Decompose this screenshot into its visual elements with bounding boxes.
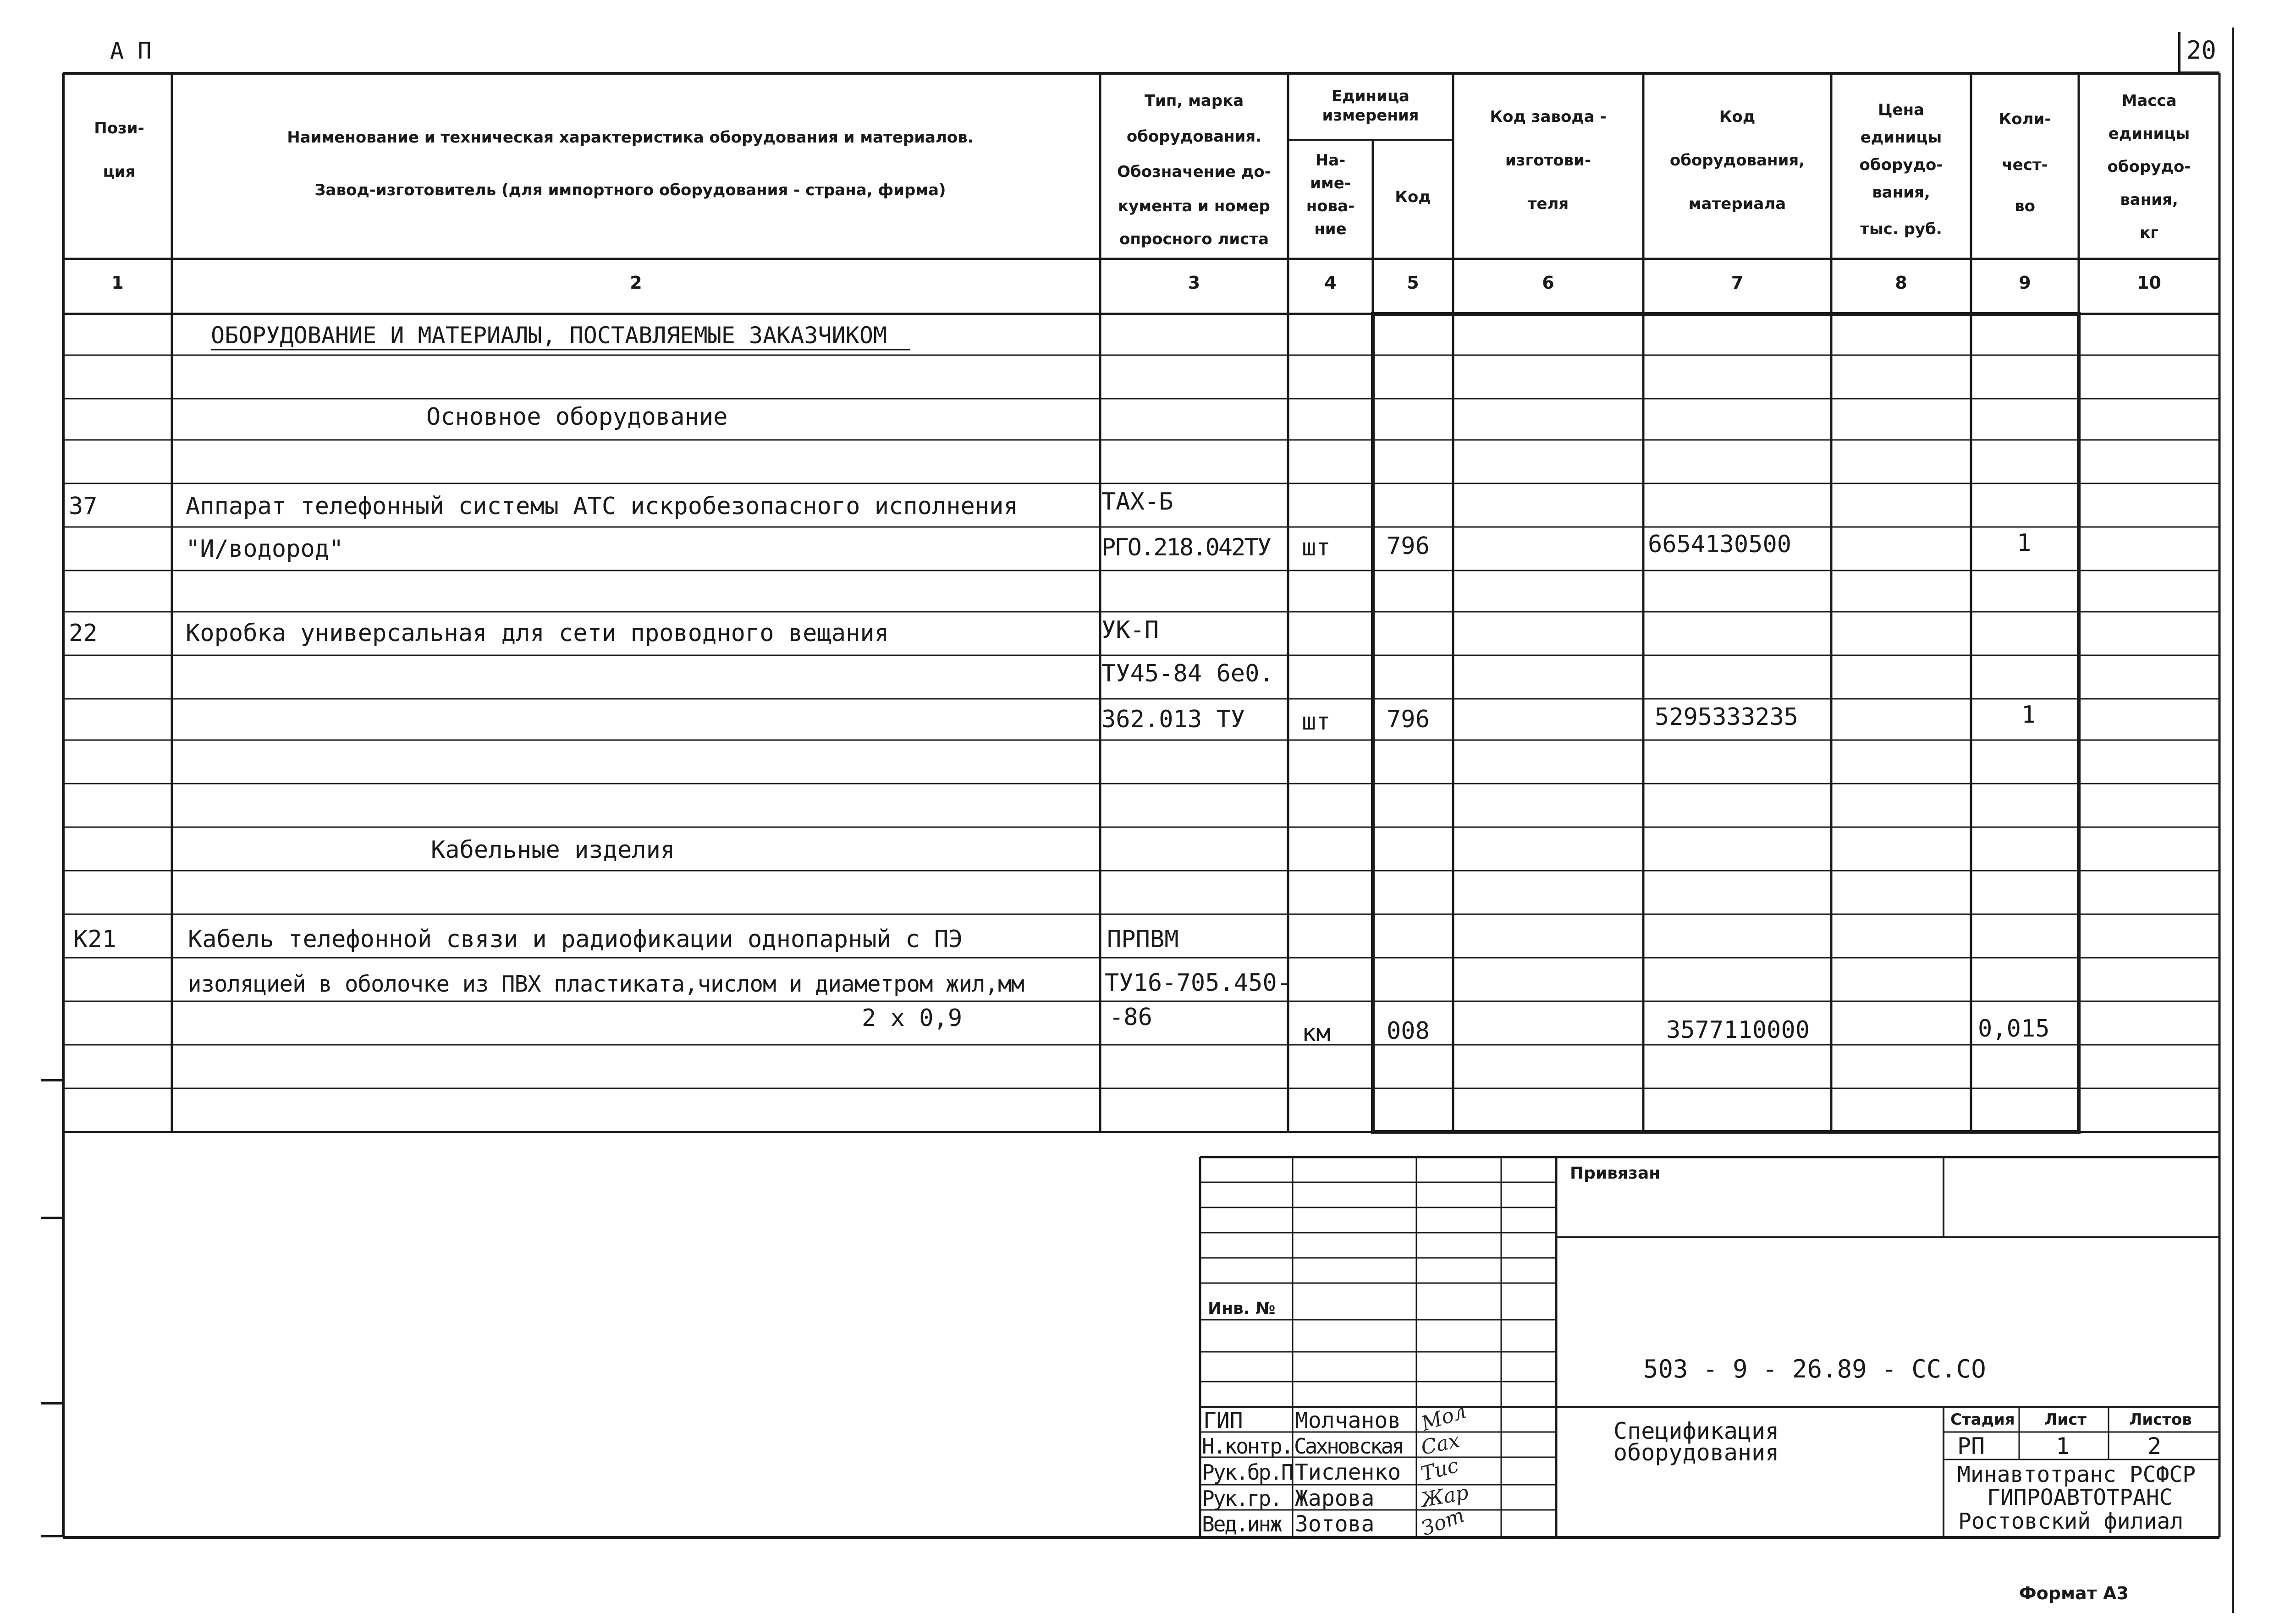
header-unit-code: Код — [1395, 188, 1431, 206]
signature-3: Тис — [1418, 1454, 1461, 1486]
header-mass-line4: вания, — [2120, 191, 2178, 209]
header-unit-name-line3: нова- — [1306, 197, 1355, 215]
sheets-label: Листов — [2129, 1410, 2192, 1429]
header-matcode-line3: материала — [1688, 195, 1786, 213]
role-brigade-lead: Рук.бр.П — [1202, 1460, 1293, 1485]
item3-quantity: 0,015 — [1978, 1015, 2050, 1042]
linked-label: Привязан — [1570, 1164, 1661, 1183]
role-group-lead: Рук.гр. — [1202, 1486, 1281, 1511]
item2-quantity: 1 — [2021, 701, 2036, 729]
header-unit-name-line4: ние — [1314, 220, 1347, 238]
header-unit-group-line1: Единица — [1332, 87, 1410, 105]
name-sakhnovskaya: Сахновская — [1294, 1434, 1403, 1459]
name-zharova: Жарова — [1295, 1486, 1375, 1511]
item1-material-code: 6654130500 — [1648, 531, 1792, 558]
item1-name-line2: "И/водород" — [186, 535, 344, 563]
header-matcode-line2: оборудования, — [1669, 151, 1805, 170]
header-qty-line2: чест- — [2002, 156, 2048, 174]
item1-type-line2: РГО.218.042ТУ — [1101, 534, 1270, 561]
corner-mark: А П — [110, 38, 152, 64]
subsection-cable-products: Кабельные изделия — [431, 836, 675, 864]
header-type-line4: кумента и номер — [1118, 197, 1270, 215]
subsection-main-equipment: Основное оборудование — [426, 403, 728, 431]
header-price-line4: вания, — [1872, 183, 1930, 202]
item3-unit-code: 008 — [1387, 1017, 1430, 1045]
header-price-line3: оборудо- — [1859, 156, 1943, 174]
signature-4: Жар — [1419, 1481, 1470, 1512]
header-mass-line2: единицы — [2108, 125, 2190, 143]
header-mass-line1: Масса — [2121, 92, 2177, 110]
stage-label: Стадия — [1950, 1410, 2015, 1429]
header-type-line3: Обозначение до- — [1117, 163, 1271, 181]
header-plant-line3: теля — [1527, 195, 1569, 213]
colnum-4: 4 — [1324, 273, 1337, 293]
colnum-3: 3 — [1188, 273, 1200, 293]
header-position-line2: ция — [103, 163, 136, 181]
item3-name-line2: изоляцией в оболочке из ПВХ пластиката,числом и диаметром жил,мм — [188, 971, 1024, 997]
header-unit-group-line2: измерения — [1322, 106, 1419, 125]
signature-2: Сах — [1419, 1428, 1462, 1460]
item2-unit: шт — [1302, 708, 1331, 735]
colnum-7: 7 — [1731, 273, 1744, 293]
sheets-value: 2 — [2147, 1433, 2162, 1459]
header-name-line1: Наименование и техническая характеристика оборудования и материалов. — [287, 128, 974, 147]
sheet-value: 1 — [2056, 1433, 2070, 1459]
item3-material-code: 3577110000 — [1666, 1016, 1810, 1044]
section-title: ОБОРУДОВАНИЕ И МАТЕРИАЛЫ, ПОСТАВЛЯЕМЫЕ ЗАКАЗЧИКОМ — [211, 322, 887, 349]
header-mass-line5: кг — [2140, 224, 2158, 242]
item1-name-line1: Аппарат телефонный системы АТС искробезопасного исполнения — [186, 493, 1018, 520]
header-unit-name-line2: име- — [1310, 174, 1351, 192]
item3-type-line2: ТУ16-705.450- — [1105, 969, 1291, 997]
header-plant-line1: Код завода - — [1490, 108, 1607, 126]
item1-unit-code: 796 — [1387, 532, 1430, 560]
header-qty-line1: Коли- — [1999, 110, 2051, 128]
name-zotova: Зотова — [1295, 1511, 1375, 1537]
item2-unit-code: 796 — [1387, 706, 1430, 733]
header-position-line1: Пози- — [94, 119, 144, 137]
item1-quantity: 1 — [2017, 529, 2032, 557]
header-type-line2: оборудования. — [1126, 127, 1262, 146]
item3-name-line1: Кабель телефонной связи и радиофикации однопарный с ПЭ — [188, 926, 963, 953]
item2-type-line2: ТУ45-84 6е0. — [1101, 660, 1274, 687]
document-title-line2: оборудования — [1613, 1439, 1779, 1466]
item2-type-line3: 362.013 ТУ — [1101, 706, 1245, 733]
name-molchanov: Молчанов — [1295, 1408, 1401, 1433]
organization-line2: ГИПРОАВТОТРАНС — [1987, 1485, 2173, 1510]
item3-type-line3: -86 — [1109, 1004, 1152, 1031]
document-title-line1: Спецификация — [1613, 1418, 1779, 1444]
sheet-label: Лист — [2044, 1410, 2087, 1429]
document-code: 503 - 9 - 26.89 - СС.СО — [1643, 1355, 1986, 1383]
page-number: 20 — [2186, 36, 2217, 65]
name-tislenko: Тисленко — [1295, 1459, 1401, 1485]
item2-position: 22 — [69, 620, 98, 647]
inventory-number-label: Инв. № — [1208, 1299, 1276, 1318]
item3-position: К21 — [73, 926, 116, 953]
item2-material-code: 5295333235 — [1655, 703, 1799, 731]
item3-type-line1: ПРПВМ — [1107, 926, 1179, 953]
role-lead-engineer: Вед.инж — [1202, 1512, 1281, 1536]
header-type-line1: Тип, марка — [1144, 92, 1244, 110]
format-label: Формат А3 — [2019, 1583, 2129, 1603]
header-name-line2: Завод-изготовитель (для импортного оборудования - страна, фирма) — [314, 181, 946, 199]
item1-position: 37 — [69, 493, 98, 520]
item1-type-line1: ТАХ-Б — [1101, 488, 1173, 516]
item2-type-line1: УК-П — [1101, 616, 1159, 644]
organization-line3: Ростовский филиал — [1958, 1509, 2184, 1534]
role-norm-control: Н.контр. — [1202, 1434, 1293, 1459]
header-matcode-line1: Код — [1719, 108, 1756, 126]
colnum-5: 5 — [1407, 273, 1419, 293]
header-plant-line2: изготови- — [1505, 151, 1591, 170]
colnum-10: 10 — [2137, 273, 2161, 293]
header-qty-line3: во — [2015, 197, 2035, 215]
organization-line1: Минавтотранс РСФСР — [1957, 1462, 2196, 1487]
item3-name-line3: 2 х 0,9 — [862, 1004, 963, 1032]
signature-1: Мол — [1418, 1399, 1470, 1436]
header-mass-line3: оборудо- — [2107, 158, 2191, 176]
item3-unit: км — [1302, 1020, 1331, 1047]
colnum-8: 8 — [1895, 273, 1907, 293]
item2-name-line1: Коробка универсальная для сети проводного вещания — [186, 620, 889, 647]
header-price-line1: Цена — [1878, 101, 1925, 119]
role-chief-engineer: ГИП — [1203, 1408, 1243, 1433]
header-price-line5: тыс. руб. — [1860, 220, 1942, 238]
item1-unit: шт — [1302, 534, 1331, 561]
stage-value: РП — [1957, 1433, 1985, 1459]
colnum-9: 9 — [2019, 273, 2031, 293]
colnum-6: 6 — [1542, 273, 1554, 293]
colnum-1: 1 — [111, 273, 124, 293]
header-price-line2: единицы — [1860, 128, 1942, 147]
header-type-line5: опросного листа — [1119, 230, 1269, 248]
signature-5: Зот — [1418, 1503, 1468, 1541]
header-unit-name-line1: На- — [1315, 151, 1346, 170]
colnum-2: 2 — [630, 273, 642, 293]
